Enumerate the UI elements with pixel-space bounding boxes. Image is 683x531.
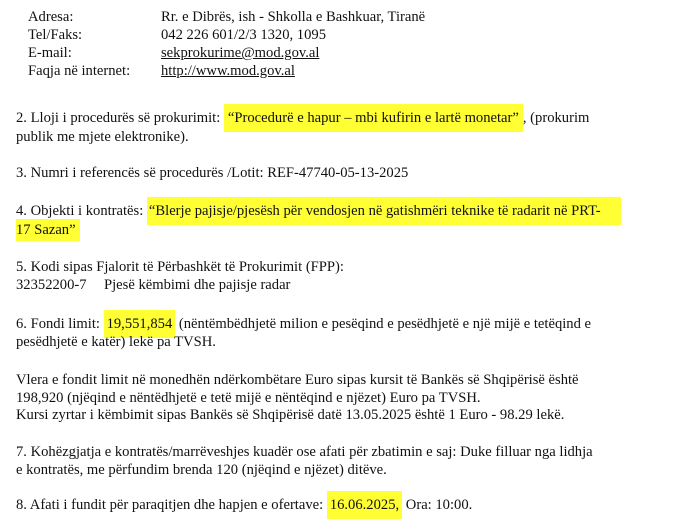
fund-limit-line [16, 316, 591, 333]
fund-limit-highlight: 19,551,854 [104, 310, 176, 338]
phone-label: Tel/Faks: [28, 27, 83, 43]
contract-object-line2 [16, 222, 80, 239]
website-label: Faqja në internet: [28, 63, 131, 79]
duration-line2: e kontratës, me përfundim brenda 120 (njëqind e njëzet) ditëve. [16, 462, 387, 478]
cpv-label: 5. Kodi sipas Fjalorit të Përbashkët të Prokurimit (FPP): [16, 259, 344, 275]
email-link[interactable]: sekprokurime@mod.gov.al [161, 45, 320, 61]
deadline-highlight: 16.06.2025, [327, 491, 402, 519]
procedure-type-highlight: “Procedurë e hapur – mbi kufirin e lartë monetar” [224, 104, 523, 132]
contract-object-highlight-2: 17 Sazan” [16, 219, 80, 241]
phone-value: 042 226 601/2/3 1320, 1095 [161, 27, 326, 43]
cpv-description: Pjesë këmbimi dhe pajisje radar [104, 277, 291, 293]
email-label: E-mail: [28, 45, 72, 61]
procedure-type-line2: publik me mjete elektronike). [16, 129, 189, 145]
fund-limit-words: (nëntëmbëdhjetë milion e pesëqind e pesëdhjetë e një mijë e tetëqind e [175, 316, 592, 332]
cpv-code: 32352200-7 [16, 277, 87, 293]
fund-limit-label: 6. Fondi limit: [16, 316, 104, 332]
duration-line1: 7. Kohëzgjatja e kontratës/marrëveshjes kuadër ose afati për zbatimin e saj: Duke filluar nga lidhja [16, 444, 593, 460]
deadline-line [16, 497, 472, 514]
procedure-type-line [16, 110, 589, 127]
procedure-type-suffix: , (prokurim [522, 110, 590, 126]
fund-limit-line2: pesëdhjetë e katër) lekë pa TVSH. [16, 334, 216, 350]
website-link[interactable]: http://www.mod.gov.al [161, 63, 295, 79]
contract-object-line [16, 203, 621, 220]
address-label: Adresa: [28, 9, 74, 25]
reference-number: 3. Numri i referencës së procedurës /Lotit: REF-47740-05-13-2025 [16, 165, 409, 181]
euro-value-line2: 198,920 (njëqind e nëntëdhjetë e tetë mijë e nëntëqind e njëzet) Euro pa TVSH. [16, 390, 481, 406]
euro-value-line1: Vlera e fondit limit në monedhën ndërkombëtare Euro sipas kursit të Bankës së Shqipërisë është [16, 372, 579, 388]
contract-object-label: 4. Objekti i kontratës: [16, 203, 147, 219]
address-value: Rr. e Dibrës, ish - Shkolla e Bashkuar, Tiranë [161, 9, 426, 25]
exchange-rate-line: Kursi zyrtar i këmbimit sipas Bankës së Shqipërisë datë 13.05.2025 është 1 Euro - 98.29 lekë. [16, 407, 565, 423]
deadline-label: 8. Afati i fundit për paraqitjen dhe hapjen e ofertave: [16, 497, 327, 513]
deadline-time: Ora: 10:00. [402, 497, 473, 513]
procedure-type-label: 2. Lloji i procedurës së prokurimit: [16, 110, 224, 126]
contract-object-highlight: “Blerje pajisje/pjesësh për vendosjen në gatishmëri teknike të radarit në PRT- [147, 197, 621, 225]
